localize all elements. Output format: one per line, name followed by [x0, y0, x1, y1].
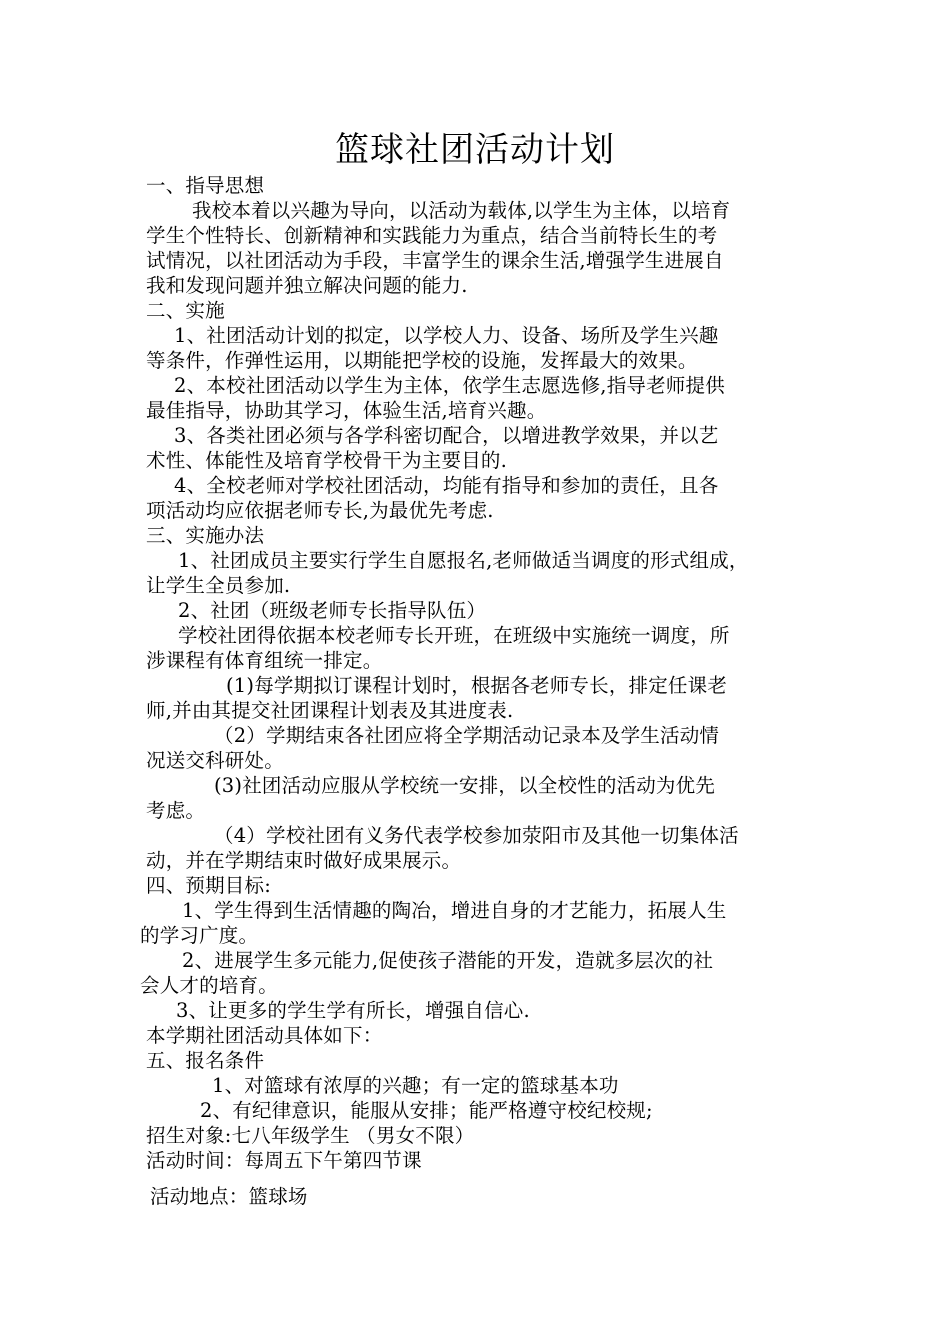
paragraph-line: 1、社团活动计划的拟定，以学校人力、设备、场所及学生兴趣 — [174, 324, 719, 347]
paragraph-line: 2、社团（班级老师专长指导队伍） — [178, 599, 487, 622]
paragraph-line: （4）学校社团有义务代表学校参加荥阳市及其他一切集体活 — [214, 824, 739, 847]
paragraph-line: 2、有纪律意识，能服从安排；能严格遵守校纪校规; — [200, 1099, 653, 1122]
document-title: 篮球社团活动计划 — [335, 130, 615, 170]
heading-implementation-methods: 三、实施办法 — [146, 524, 265, 547]
paragraph-line: 1、学生得到生活情趣的陶冶，增进自身的才艺能力，拓展人生 — [182, 899, 727, 922]
paragraph-line: 试情况，以社团活动为手段，丰富学生的课余生活,增强学生进展自 — [146, 249, 724, 272]
paragraph-line: 最佳指导，协助其学习，体验生活,培育兴趣。 — [146, 399, 547, 422]
paragraph-line: 涉课程有体育组统一排定。 — [146, 649, 383, 672]
paragraph-line: 2、本校社团活动以学生为主体，依学生志愿选修,指导老师提供 — [174, 374, 725, 397]
paragraph-line: 本学期社团活动具体如下： — [146, 1024, 383, 1047]
heading-implementation: 二、实施 — [146, 299, 225, 322]
paragraph-line: 的学习广度。 — [140, 924, 259, 947]
paragraph-line: 1、社团成员主要实行学生自愿报名,老师做适当调度的形式组成， — [178, 549, 749, 572]
paragraph-line: 况送交科研处。 — [146, 749, 284, 772]
activity-location: 活动地点：篮球场 — [150, 1185, 308, 1208]
heading-registration-requirements: 五、报名条件 — [146, 1049, 265, 1072]
paragraph-line: 等条件，作弹性运用，以期能把学校的设施，发挥最大的效果。 — [146, 349, 698, 372]
paragraph-line: (1)每学期拟订课程计划时，根据各老师专长，排定任课老 — [226, 674, 728, 697]
paragraph-line: 学生个性特长、创新精神和实践能力为重点，结合当前特长生的考 — [146, 224, 718, 247]
paragraph-line: (3)社团活动应服从学校统一安排，以全校性的活动为优先 — [214, 774, 716, 797]
paragraph-line: 我和发现问题并独立解决问题的能力. — [146, 274, 468, 297]
paragraph-line: 师,并由其提交社团课程计划表及其进度表. — [146, 699, 514, 722]
paragraph-line: 4、全校老师对学校社团活动，均能有指导和参加的责任，且各 — [174, 474, 719, 497]
paragraph-line: 1、对篮球有浓厚的兴趣；有一定的篮球基本功 — [212, 1074, 619, 1097]
paragraph-line: 我校本着以兴趣为导向，以活动为载体,以学生为主体，以培育 — [192, 199, 731, 222]
paragraph-line: 3、各类社团必须与各学科密切配合，以增进教学效果，并以艺 — [174, 424, 719, 447]
paragraph-line: 项活动均应依据老师专长,为最优先考虑. — [146, 499, 494, 522]
paragraph-line: 动，并在学期结束时做好成果展示。 — [146, 849, 462, 872]
heading-guiding-ideology: 一、指导思想 — [146, 174, 265, 197]
activity-time: 活动时间：每周五下午第四节课 — [146, 1149, 422, 1172]
paragraph-line: （2）学期结束各社团应将全学期活动记录本及学生活动情 — [214, 724, 720, 747]
paragraph-line: 3、让更多的学生学有所长，增强自信心. — [176, 999, 530, 1022]
paragraph-line: 考虑。 — [146, 799, 206, 822]
heading-expected-goals: 四、预期目标: — [146, 874, 271, 897]
paragraph-line: 会人才的培育。 — [140, 974, 278, 997]
enrollment-target: 招生对象:七八年级学生 （男女不限） — [146, 1124, 475, 1147]
paragraph-line: 学校社团得依据本校老师专长开班，在班级中实施统一调度，所 — [178, 624, 730, 647]
paragraph-line: 让学生全员参加. — [146, 574, 291, 597]
paragraph-line: 2、进展学生多元能力,促使孩子潜能的开发，造就多层次的社 — [182, 949, 714, 972]
paragraph-line: 术性、体能性及培育学校骨干为主要目的. — [146, 449, 507, 472]
